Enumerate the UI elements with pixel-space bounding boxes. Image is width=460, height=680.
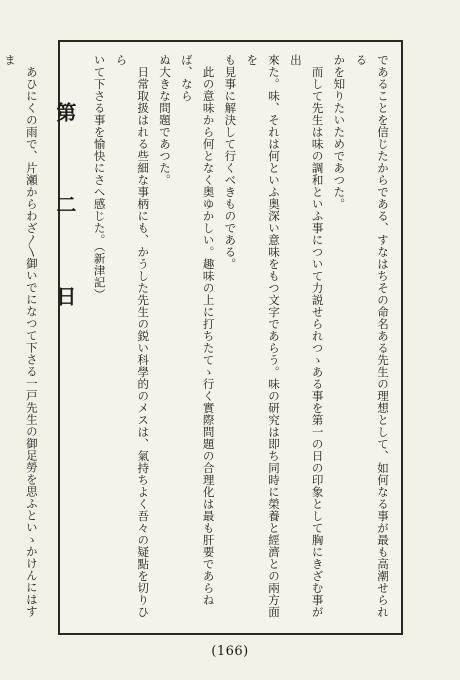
text-line: 此の意味から何となく奥ゆかしい。趣味の上に打ちたてゝ行く實際問題の合理化は最も肝要であらねば、なら — [179, 54, 216, 606]
text-line: 來た。味、それは何といふ奥深い意味をもつ文字であらう。味の研究は即ち同時に榮養と經濟との兩方面を — [245, 54, 282, 618]
text-line: かを知りたいためであつた。 — [332, 54, 347, 210]
text-line: あひにくの雨で、片瀬からわざ〳〵御いでになつて下さる一戸先生の御足勞を思ふといゝかけんにはすま — [3, 54, 39, 617]
vertical-text-body — [3, 54, 393, 623]
section-heading: 第 二 日 — [52, 102, 77, 332]
page-number: (166) — [211, 644, 249, 659]
text-line: いて下さる事を愉快にさへ感じた。（新津記） — [92, 54, 107, 301]
text-line: であることを信じたからである、すなはちその命名ある先生の理想として、如何なる事が最も高潮せられる — [354, 54, 390, 618]
text-line: 日常取扱はれる些細な事柄にも、かうした先生の鋭い科學的のメスは、氣持ちよく吾々の疑點を切りひら — [114, 54, 151, 618]
text-line: も見事に解決して行くべきものである。 — [223, 54, 238, 270]
text-line: 而して先生は味の調和といふ事について力説せられつゝある事を第一の日の印象として胸にきざむ事が出 — [288, 54, 325, 618]
page-frame — [3, 40, 403, 635]
text-line: ぬ大きな問題であつた。 — [158, 54, 173, 186]
